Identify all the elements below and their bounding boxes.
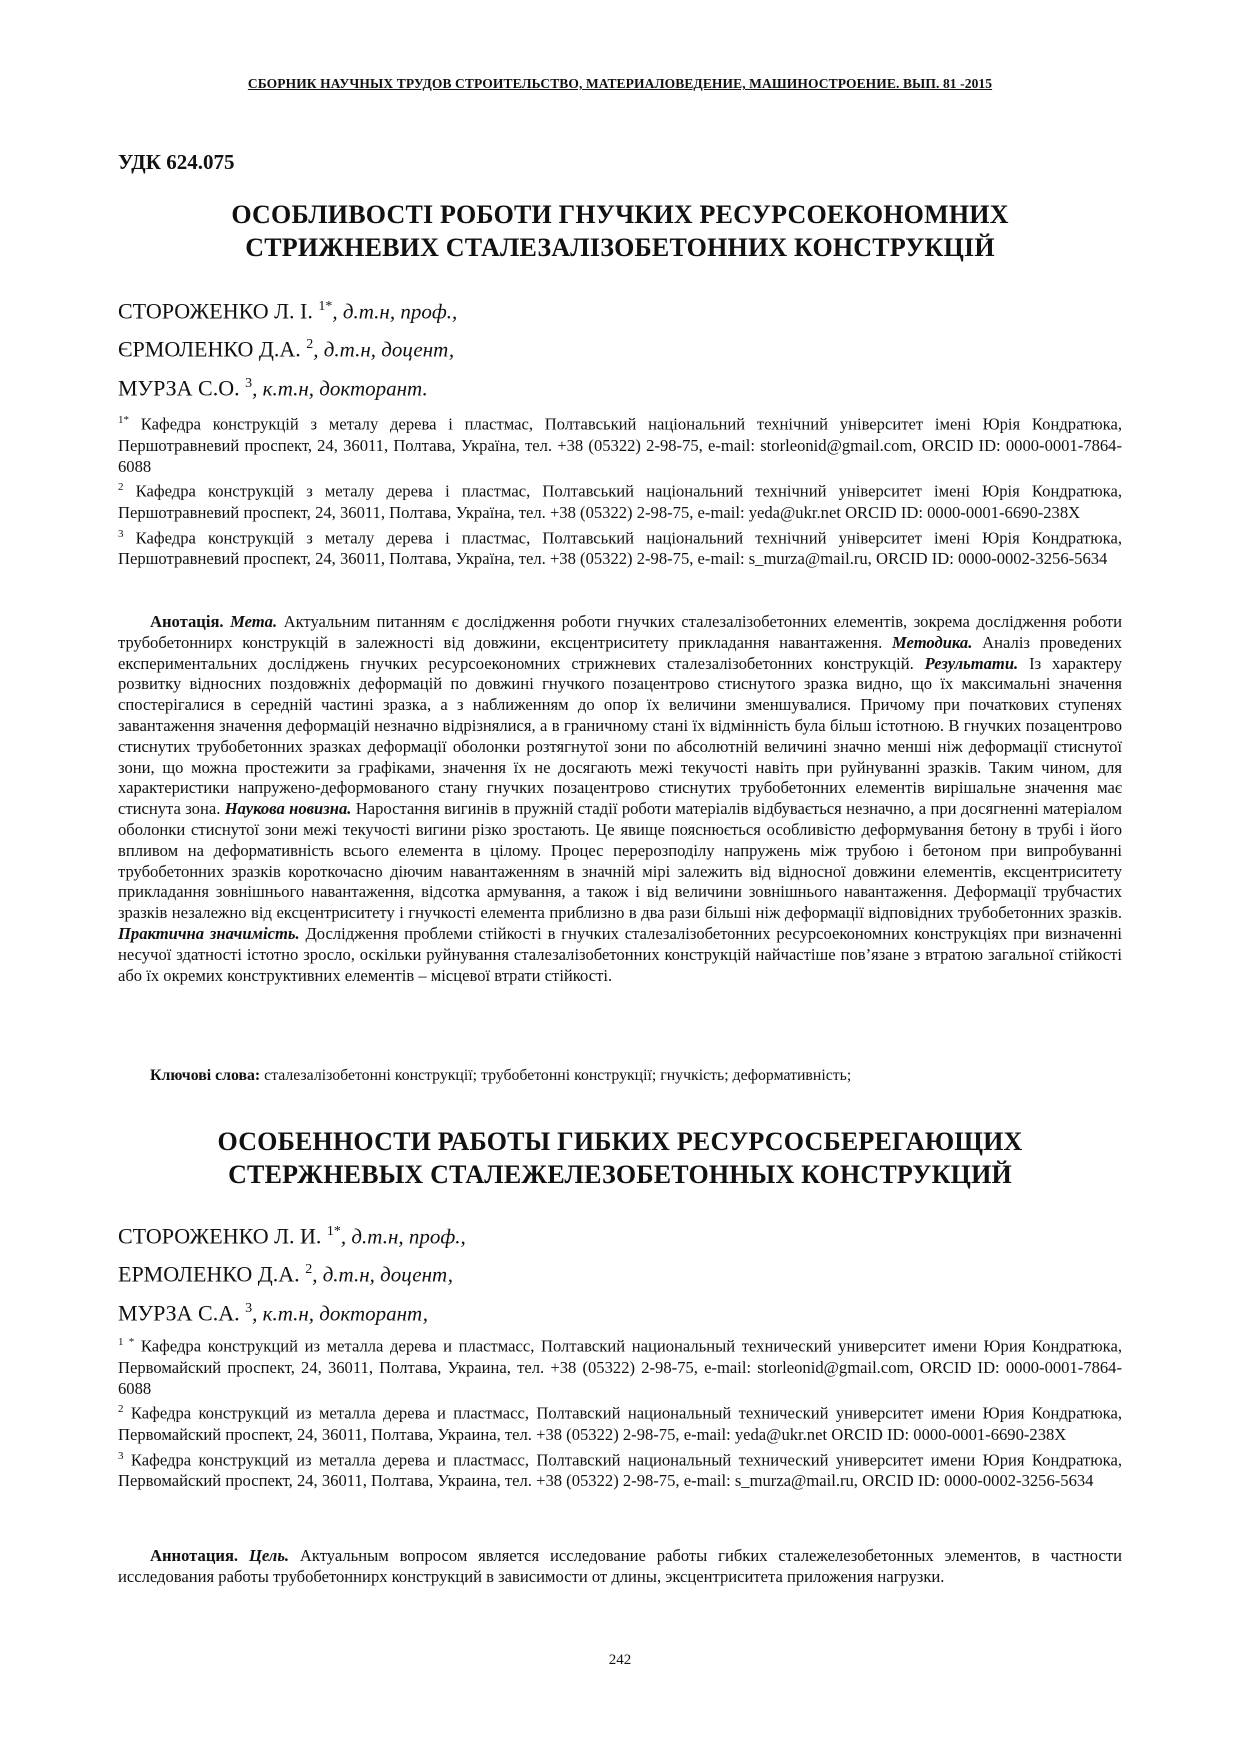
title-line: СТРИЖНЕВИХ СТАЛЕЗАЛІЗОБЕТОННИХ КОНСТРУКЦІЙ xyxy=(245,233,995,262)
author: ЄРМОЛЕНКО Д.А. $^2$, д.т.н, доцент, xyxy=(118,336,455,362)
affiliation: $^2$ Кафедра конструкций из металла дерева и пластмасс, Полтавский национальный технический университет имени Юрия Кондратюка, Первомайский проспект, 24, 36011, Полтава, Украина, тел. +38 (05322) 2-98-75, e-mail: yeda@ukr.net ORCID ID: 0000-0001-6690-238X xyxy=(118,1403,1122,1445)
authors-ru xyxy=(118,1215,1122,1330)
author: МУРЗА С.О. $^3$, к.т.н, докторант. xyxy=(118,374,428,400)
keywords-ua: Ключові слова: сталезалізобетонні конструкції; трубобетонні конструкції; гнучкість; деформативність; xyxy=(150,1067,852,1084)
affiliations-ru xyxy=(118,1332,1122,1492)
title-ru xyxy=(118,1125,1122,1191)
running-header: СБОРНИК НАУЧНЫХ ТРУДОВ СТРОИТЕЛЬСТВО, МАТЕРИАЛОВЕДЕНИЕ, МАШИНОСТРОЕНИЕ. ВЫП. 81 -2015 xyxy=(247,76,993,91)
title-line: ОСОБЕННОСТИ РАБОТЫ ГИБКИХ РЕСУРСОСБЕРЕГАЮЩИХ xyxy=(217,1127,1023,1156)
author: МУРЗА С.А. $^3$, к.т.н, докторант, xyxy=(118,1299,428,1325)
affiliation: $^{1 *}$ Кафедра конструкций из металла дерева и пластмасс, Полтавский национальный технический университет имени Юрия Кондратюка, Первомайский проспект, 24, 36011, Полтава, Украина, тел. +38 (05322) 2-98-75, e-mail: storleonid@gmail.com, ORCID ID: 0000-0001-7864-6088 xyxy=(118,1336,1123,1399)
title-line: СТЕРЖНЕВЫХ СТАЛЕЖЕЛЕЗОБЕТОННЫХ КОНСТРУКЦИЙ xyxy=(228,1160,1012,1189)
author: СТОРОЖЕНКО Л. И. $^{1*}$, д.т.н, проф., xyxy=(118,1223,466,1249)
page-number: 242 xyxy=(608,1652,632,1668)
affiliations-ua xyxy=(118,410,1122,570)
affiliation: $^3$ Кафедра конструкций из металла дерева и пластмасс, Полтавский национальный технический университет имени Юрия Кондратюка, Первомайский проспект, 24, 36011, Полтава, Украина, тел. +38 (05322) 2-98-75, e-mail: s_murza@mail.ru, ORCID ID: 0000-0002-3256-5634 xyxy=(118,1449,1122,1491)
title-line: ОСОБЛИВОСТІ РОБОТИ ГНУЧКИХ РЕСУРСОЕКОНОМНИХ xyxy=(231,200,1009,229)
authors-ua xyxy=(118,290,1122,405)
abstract-ru: Аннотация. Цель. Актуальным вопросом является исследование работы гибких сталежелезобетонных элементов, в частности исследования работы трубобетоннирх конструкций в зависимости от длины, эксцентриситета приложения нагрузки. xyxy=(118,1546,1122,1586)
affiliation: $^3$ Кафедра конструкцій з металу дерева і пластмас, Полтавський національний технічний університет імені Юрія Кондратюка, Першотравневий проспект, 24, 36011, Полтава, Україна, тел. +38 (05322) 2-98-75, e-mail: s_murza@mail.ru, ORCID ID: 0000-0002-3256-5634 xyxy=(118,527,1122,569)
udk-code: УДК 624.075 xyxy=(118,150,235,174)
affiliation: $^{1*}$ Кафедра конструкцій з металу дерева і пластмас, Полтавський національний технічний університет імені Юрія Кондратюка, Першотравневий проспект, 24, 36011, Полтава, Україна, тел. +38 (05322) 2-98-75, e-mail: storleonid@gmail.com, ORCID ID: 0000-0001-7864-6088 xyxy=(118,414,1122,477)
affiliation: $^2$ Кафедра конструкцій з металу дерева і пластмас, Полтавський національний технічний університет імені Юрія Кондратюка, Першотравневий проспект, 24, 36011, Полтава, Україна, тел. +38 (05322) 2-98-75, e-mail: yeda@ukr.net ORCID ID: 0000-0001-6690-238X xyxy=(118,481,1122,523)
abstract-ua: Анотація. Мета. Актуальним питанням є дослідження роботи гнучких сталезалізобетонних елементів, зокрема дослідження роботи трубобетоннирх конструкцій в залежності від довжини, ексцентриситету прикладання навантаження. Методика. Аналіз проведених експериментальних досліджень гнучких ресурсоекономних стрижневих сталезалізобетонних конструкцій. Результати. Із характеру розвитку відносних поздовжніх деформацій по довжині гнучкого позацентрово стиснутого зразка видно, що їх максимальні значення спостерігалися в середній частині зразка, а з наближенням до опор їх величини зменшувалися. Причому при початкових ступенях завантаження значення деформацій незначно відрізнялися, а в граничному стані їх відмінність була більш істотною. В гнучких позацентрово стиснутих трубобетонних зразках деформації оболонки розтягнутої зони по абсолютній величині значно менші ніж деформації стиснутої зони, що можна простежити за графіками, значення їх не досягають межі текучості навіть при руйнуванні зразків. Таким чином, для характеристики напружено-деформованого стану гнучких позацентрово стиснутих трубобетонних елементів вирішальне значення має стиснута зона. Наукова новизна. Наростання вигинів в пружній стадії роботи матеріалів відбувається незначно, а при досягненні матеріалом оболонки стиснутої зони межі текучості вигини різко зростають. Це явище пояснюється особливістю деформування бетону в трубі і його впливом на деформативність всього елемента в цілому. Процес перерозподілу напружень між трубою і бетоном при випробуванні трубобетонних зразків короткочасно діючим навантаженням в значній мірі залежить від відносної довжини елементів, ексцентриситету прикладання зовнішнього навантаження, відсотка армування, а також і від величини зовнішнього навантаження. Деформації трубчастих зразків незалежно від ексцентриситету і гнучкості елемента приблизно в два рази більші ніж деформації відповідних трубобетонних зразків. Практична значимість. Дослідження проблеми стійкості в гнучких сталезалізобетонних ресурсоекономних конструкціях при визначенні несучої здатності істотно зросло, оскільки руйнування сталезалізобетонних конструкцій найчастіше пов’язане з втратою загальної стійкості або їх окремих конструктивних елементів – місцевої втрати стійкості. xyxy=(118,612,1123,985)
title-ua xyxy=(118,198,1122,264)
author: ЕРМОЛЕНКО Д.А. $^2$, д.т.н, доцент, xyxy=(118,1261,453,1287)
author: СТОРОЖЕНКО Л. І. $^{1*}$, д.т.н, проф., xyxy=(118,298,458,324)
